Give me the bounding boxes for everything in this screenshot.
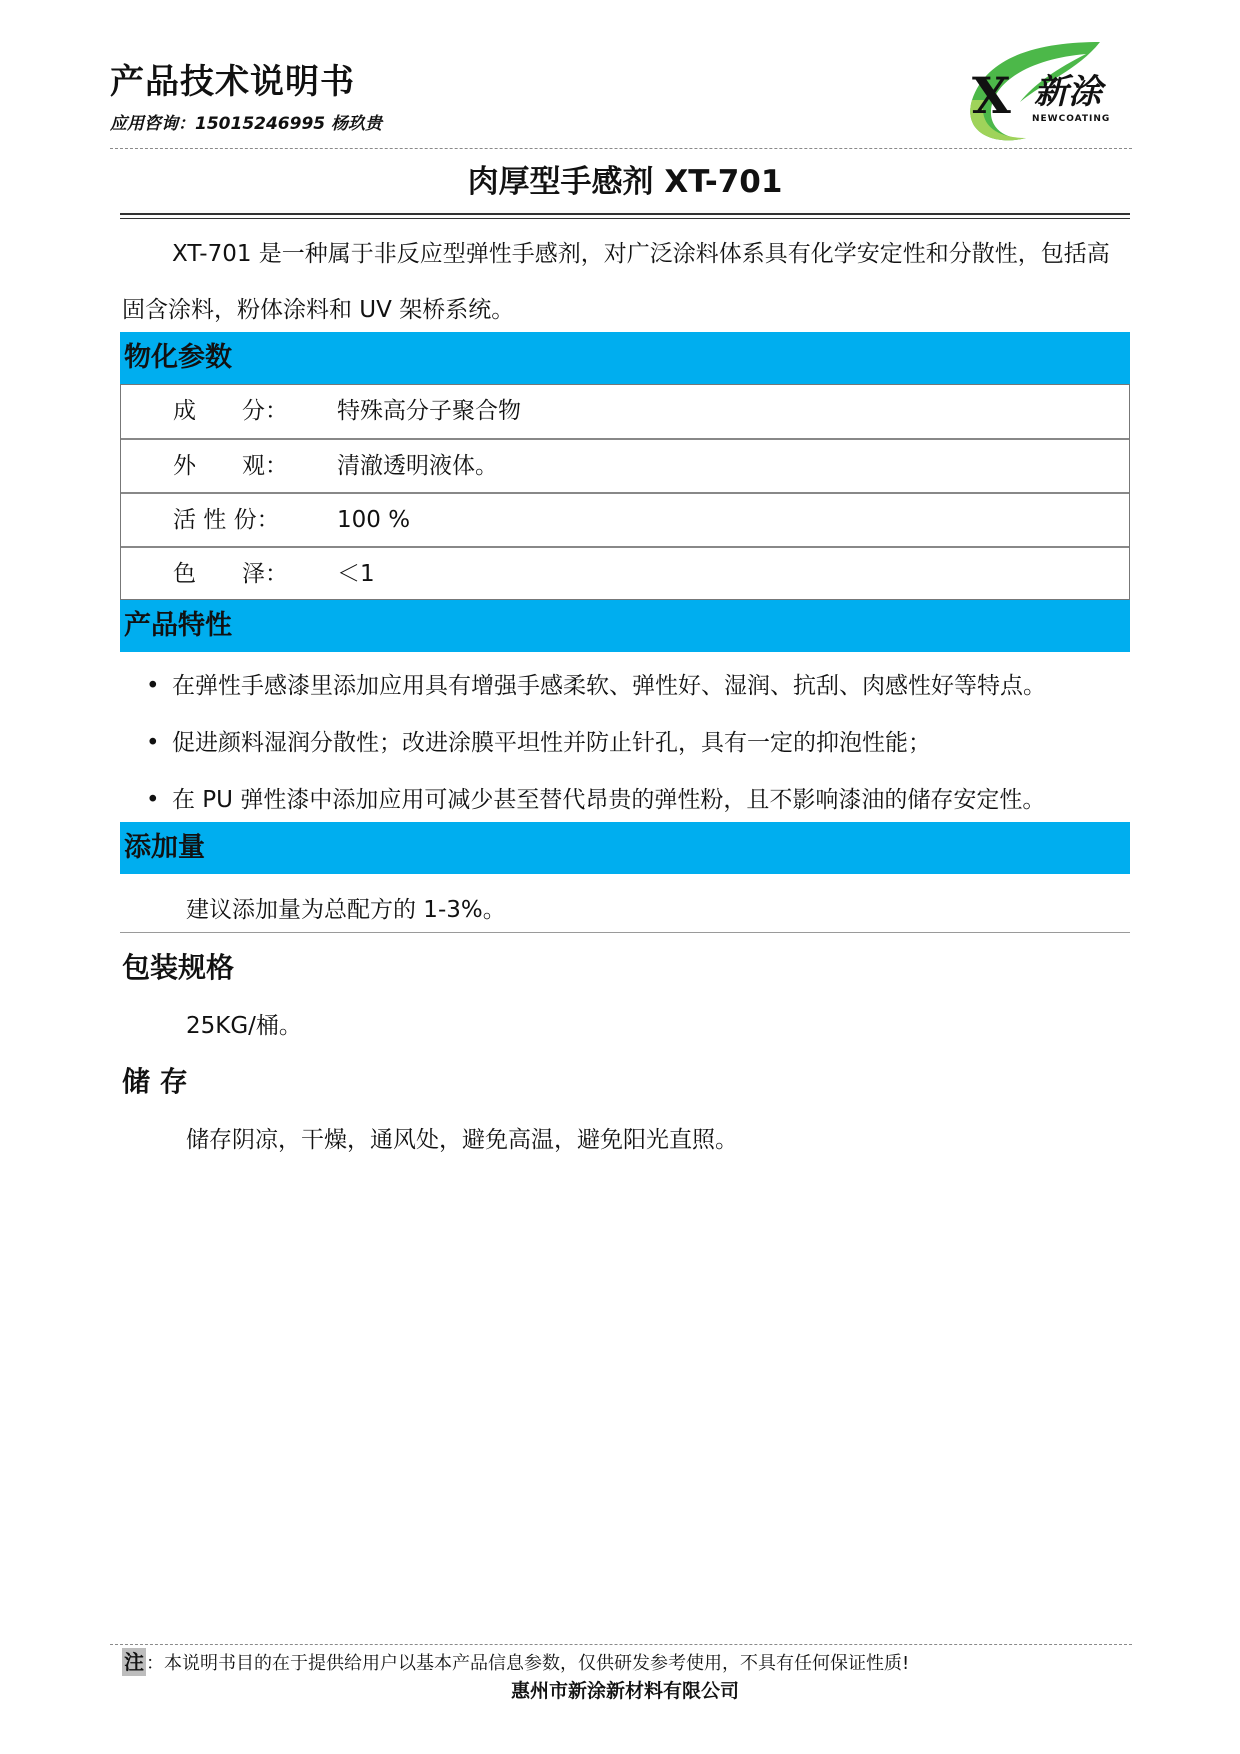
features-list: [146, 658, 1136, 829]
logo-mark: X: [972, 66, 1011, 125]
section-heading-dosage: 添加量: [120, 822, 1130, 874]
contact-info: 应用咨询：15015246995 杨玖贵: [110, 114, 383, 134]
title-divider-top: [120, 213, 1130, 215]
header-divider: [110, 148, 1132, 149]
params-table: [120, 384, 1130, 600]
param-label: 成 分：: [173, 398, 288, 424]
note-label: 注: [124, 1650, 144, 1674]
footer-divider: [110, 1644, 1132, 1645]
list-item: • 促进颜料湿润分散性；改进涂膜平坦性并防止针孔，具有一定的抑泡性能；: [146, 715, 1136, 772]
document-title: 产品技术说明书: [110, 62, 355, 102]
param-value: 清澈透明液体。: [337, 453, 498, 479]
note-text: ：本说明书目的在于提供给用户以基本产品信息参数，仅供研发参考使用，不具有任何保证性质!: [146, 1653, 910, 1674]
param-value: 特殊高分子聚合物: [337, 398, 521, 424]
packaging-text: 25KG/桶。: [186, 1013, 302, 1039]
param-label: 活 性 份：: [173, 507, 280, 533]
param-label: 色 泽：: [173, 561, 288, 587]
logo-chinese-name: 新涂: [1034, 72, 1102, 112]
section-heading-params: 物化参数: [120, 332, 1130, 384]
disclaimer-note: [122, 1648, 909, 1678]
intro-paragraph: XT-701 是一种属于非反应型弹性手感剂，对广泛涂料体系具有化学安定性和分散性，包括高固含涂料，粉体涂料和 UV 架桥系统。: [122, 241, 1110, 323]
param-value: ＜1: [337, 561, 375, 587]
params-row: [121, 546, 1129, 601]
section-heading-storage: 储 存: [122, 1065, 188, 1098]
list-item: • 在 PU 弹性漆中添加应用可减少甚至替代昂贵的弹性粉，且不影响漆油的储存安定性。: [146, 772, 1136, 829]
section-heading-features: 产品特性: [120, 600, 1130, 652]
list-item: • 在弹性手感漆里添加应用具有增强手感柔软、弹性好、湿润、抗刮、肉感性好等特点。: [146, 658, 1136, 715]
params-row: [121, 492, 1129, 547]
company-name: 惠州市新涂新材料有限公司: [510, 1680, 739, 1702]
dosage-text: 建议添加量为总配方的 1-3%。: [186, 897, 506, 923]
params-row: [121, 438, 1129, 493]
section-heading-packaging: 包装规格: [122, 951, 235, 984]
param-value: 100 %: [337, 507, 411, 533]
params-row: [121, 385, 1129, 438]
product-title: 肉厚型手感剂 XT-701: [467, 164, 783, 200]
param-label: 外 观：: [173, 453, 288, 479]
logo-english-name: NEWCOATING: [1032, 114, 1111, 124]
dosage-divider: [120, 932, 1130, 933]
storage-text: 储存阴凉，干燥，通风处，避免高温，避免阳光直照。: [186, 1127, 738, 1153]
title-divider-bottom: [120, 218, 1130, 219]
